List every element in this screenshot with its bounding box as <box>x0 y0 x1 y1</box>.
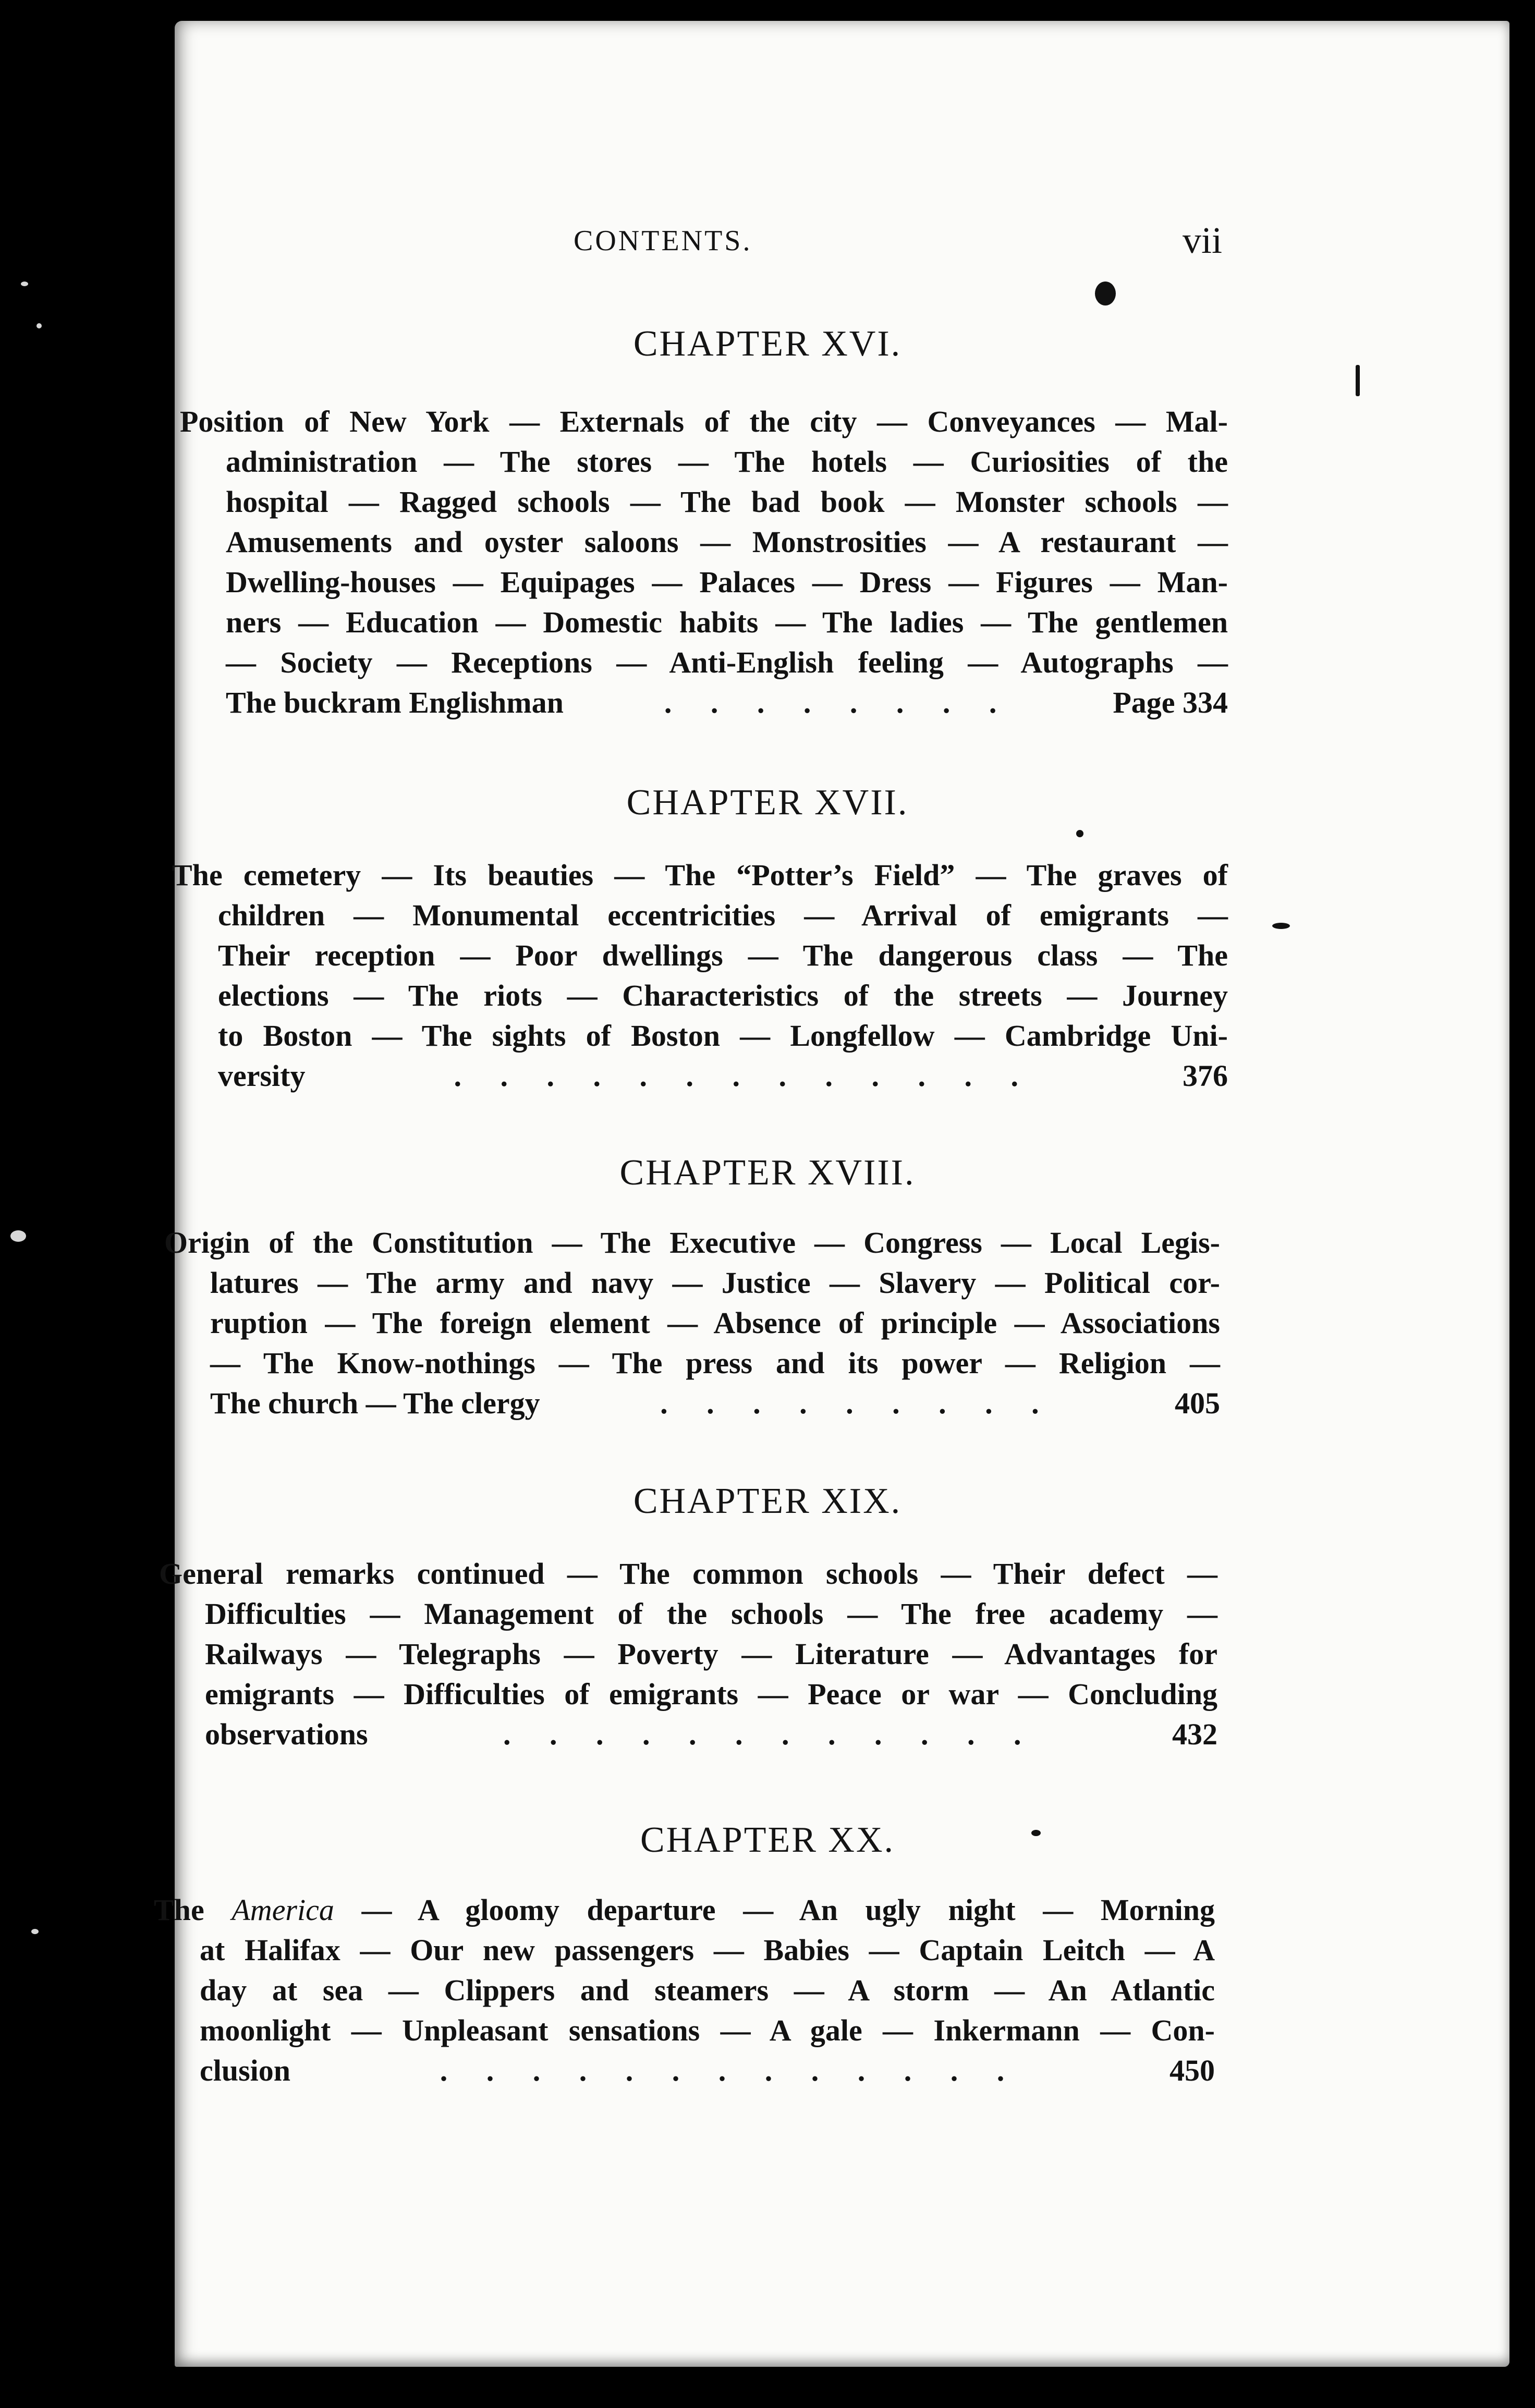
summary-line: at Halifax — Our new passengers — Babies — Captain Leitch — A <box>200 1933 1215 1967</box>
summary-line: Origin of the Constitution — The Executive — Congress — Local Legis- <box>164 1226 1220 1260</box>
summary-line: observations <box>205 1717 368 1751</box>
summary-last-line <box>180 682 1228 723</box>
summary-line: ners — Education — Domestic habits — The ladies — The gentlemen <box>226 605 1228 639</box>
summary-last-line <box>172 1056 1228 1096</box>
summary-line: Amusements and oyster saloons — Monstrosities — A restaurant — <box>226 525 1228 559</box>
chapter-summary <box>172 855 1228 1096</box>
summary-line: Dwelling-houses — Equipages — Palaces — Dress — Figures — Man- <box>226 565 1228 599</box>
summary-line: versity <box>218 1059 306 1093</box>
summary-line: Railways — Telegraphs — Poverty — Literature — Advantages for <box>205 1637 1217 1671</box>
summary-last-line <box>154 2050 1215 2091</box>
page-number: vii <box>1183 219 1223 261</box>
summary-line: emigrants — Difficulties of emigrants — Peace or war — Concluding <box>205 1677 1217 1711</box>
scan-speck <box>10 1230 26 1242</box>
ink-blot <box>1356 365 1360 396</box>
scan-speck <box>31 1929 39 1934</box>
summary-line: children — Monumental eccentricities — Arrival of emigrants — <box>218 898 1228 932</box>
chapter-summary <box>159 1554 1217 1754</box>
running-head: CONTENTS. <box>574 225 752 257</box>
summary-text: — A gloomy departure — An ugly night — Morning <box>334 1893 1215 1927</box>
chapter-summary <box>180 401 1228 723</box>
chapter-summary <box>164 1223 1220 1423</box>
dot-leader: . . . . . . . . <box>664 686 1013 719</box>
page-reference: 405 <box>1175 1386 1220 1420</box>
summary-text: The <box>154 1893 232 1927</box>
dot-leader: . . . . . . . . . . . . <box>503 1717 1037 1751</box>
dot-leader: . . . . . . . . . . . . . <box>440 2053 1020 2087</box>
chapter-heading: CHAPTER XIX. <box>633 1481 902 1521</box>
summary-last-line <box>159 1714 1217 1754</box>
summary-line: elections — The riots — Characteristics of the streets — Journey <box>218 979 1228 1012</box>
summary-line: day at sea — Clippers and steamers — A storm — An Atlantic <box>200 1973 1215 2007</box>
page-reference: 450 <box>1169 2053 1215 2087</box>
ink-blot <box>1076 830 1083 837</box>
dot-leader: . . . . . . . . . . . . . <box>454 1059 1034 1093</box>
chapter-summary <box>154 1890 1215 2091</box>
chapter-heading: CHAPTER XVI. <box>633 324 902 364</box>
ship-name: America <box>232 1893 334 1927</box>
chapter-heading: CHAPTER XVIII. <box>619 1153 916 1193</box>
summary-line: The cemetery — Its beauties — The “Potter’s Field” — The graves of <box>172 858 1228 892</box>
summary-line: latures — The army and navy — Justice — Slavery — Political cor- <box>210 1266 1220 1300</box>
summary-line: The church — The clergy <box>210 1386 540 1420</box>
summary-last-line <box>164 1383 1220 1423</box>
dot-leader: . . . . . . . . . <box>660 1386 1055 1420</box>
summary-line: clusion <box>200 2053 291 2087</box>
summary-line: ruption — The foreign element — Absence of principle — Associations <box>210 1306 1220 1340</box>
page-reference: 432 <box>1172 1717 1217 1751</box>
scan-speck <box>21 282 28 286</box>
summary-line: — The Know-nothings — The press and its power — Religion — <box>210 1346 1220 1380</box>
page-reference: Page 334 <box>1113 686 1228 719</box>
summary-line: Position of New York — Externals of the city — Conveyances — Mal- <box>180 405 1228 438</box>
chapter-heading: CHAPTER XX. <box>640 1820 895 1860</box>
summary-line: General remarks continued — The common schools — Their defect — <box>159 1557 1217 1591</box>
ink-blot <box>1095 282 1116 305</box>
summary-line: to Boston — The sights of Boston — Longfellow — Cambridge Uni- <box>218 1019 1228 1053</box>
summary-line: administration — The stores — The hotels — Curiosities of the <box>226 445 1228 479</box>
page-reference: 376 <box>1183 1059 1228 1093</box>
chapter-heading: CHAPTER XVII. <box>626 783 909 823</box>
summary-line: Difficulties — Management of the schools — The free academy — <box>205 1597 1217 1631</box>
ink-blot <box>1272 923 1290 929</box>
summary-line: The buckram Englishman <box>226 686 564 719</box>
summary-line: moonlight — Unpleasant sensations — A gale — Inkermann — Con- <box>200 2013 1215 2047</box>
summary-line: Their reception — Poor dwellings — The dangerous class — The <box>218 938 1228 972</box>
summary-line <box>154 1890 1215 1930</box>
summary-line: — Society — Receptions — Anti-English feeling — Autographs — <box>226 645 1228 679</box>
summary-line: hospital — Ragged schools — The bad book — Monster schools — <box>226 485 1228 519</box>
